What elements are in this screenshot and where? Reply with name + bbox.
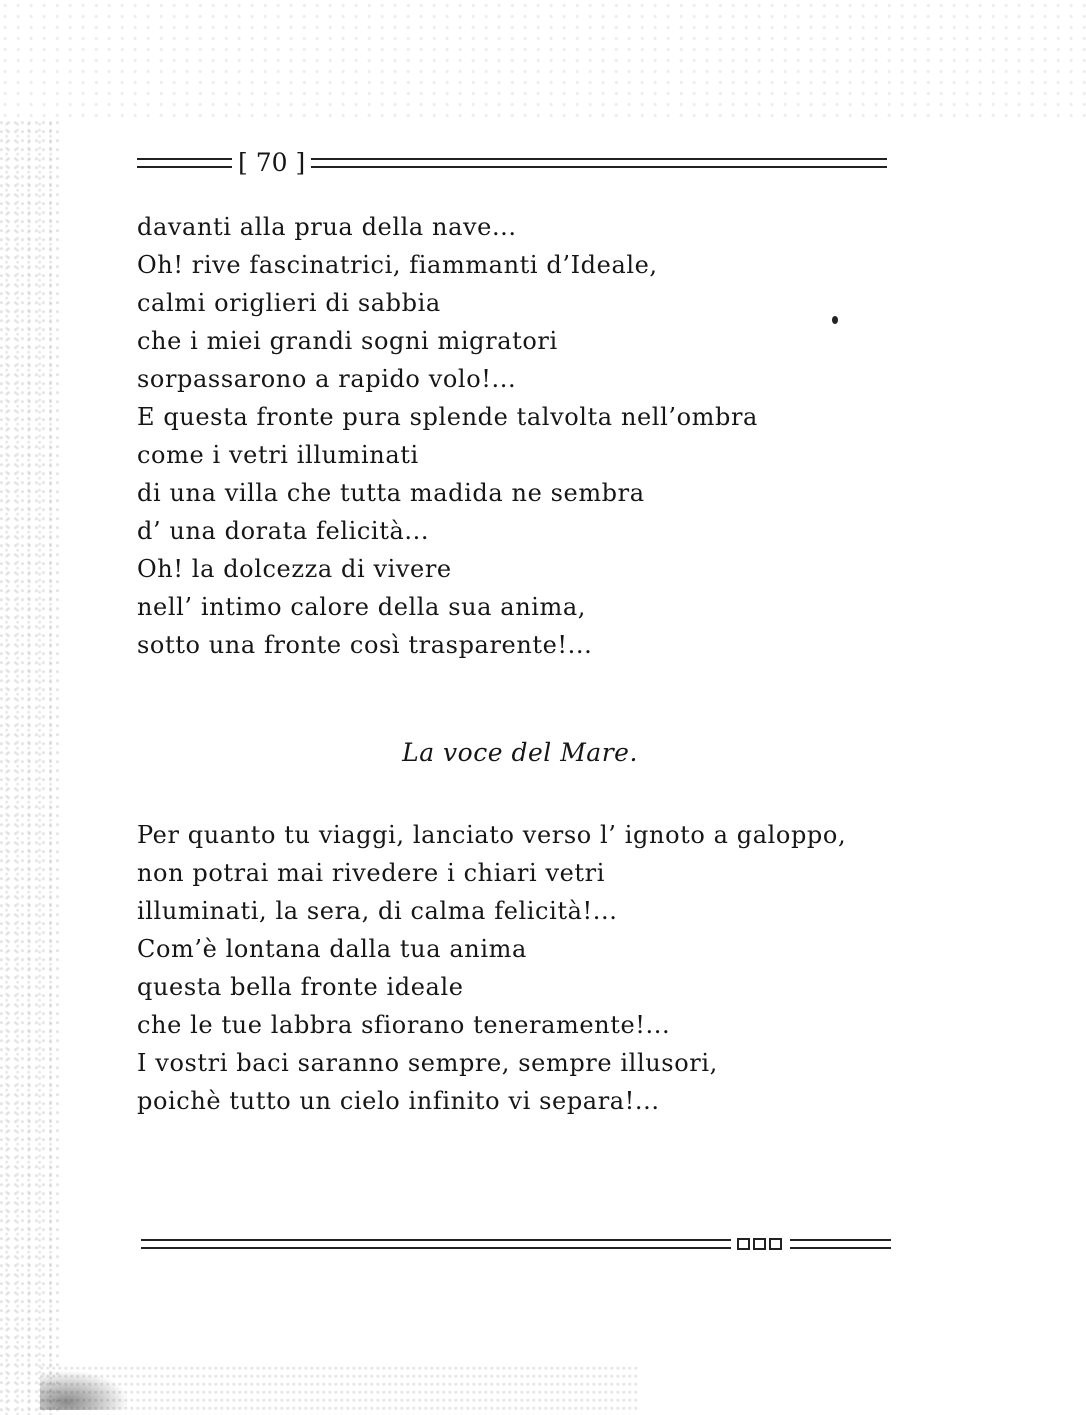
verse-line: E questa fronte pura splende talvolta nell’ombra bbox=[137, 403, 758, 431]
ornament-box bbox=[737, 1238, 750, 1250]
poem-body bbox=[137, 816, 846, 1120]
verse-line: di una villa che tutta madida ne sembra bbox=[137, 479, 645, 507]
scan-noise-bottom bbox=[40, 1365, 640, 1415]
poem-line: I vostri baci saranno sempre, sempre illusori, bbox=[137, 1049, 718, 1077]
footer-rule-right bbox=[790, 1239, 891, 1249]
verse-line: calmi origlieri di sabbia bbox=[137, 289, 441, 317]
scan-corner-shadow bbox=[40, 1370, 130, 1410]
verse-line: d’ una dorata felicità... bbox=[137, 517, 430, 545]
poem-title: La voce del Mare. bbox=[402, 738, 638, 767]
verse-line: come i vetri illuminati bbox=[137, 441, 419, 469]
verse-continuation bbox=[137, 208, 758, 664]
ink-speck bbox=[832, 316, 838, 324]
scan-noise-top bbox=[0, 0, 1086, 120]
verse-line: Oh! rive fascinatrici, fiammanti d’Ideale, bbox=[137, 251, 658, 279]
footer-box-ornament bbox=[731, 1238, 790, 1250]
poem-line: questa bella fronte ideale bbox=[137, 973, 464, 1001]
verse-line: sotto una fronte così trasparente!... bbox=[137, 631, 593, 659]
footer-rule-left bbox=[141, 1239, 731, 1249]
header-rule-right bbox=[311, 158, 887, 168]
header-rule-left bbox=[137, 158, 232, 168]
page-number: [ 70 ] bbox=[238, 148, 306, 177]
poem-line: poichè tutto un cielo infinito vi separa!... bbox=[137, 1087, 660, 1115]
poem-line: illuminati, la sera, di calma felicità!... bbox=[137, 897, 618, 925]
verse-line: nell’ intimo calore della sua anima, bbox=[137, 593, 587, 621]
poem-line: Per quanto tu viaggi, lanciato verso l’ ignoto a galoppo, bbox=[137, 821, 847, 849]
ornament-box bbox=[753, 1238, 766, 1250]
verse-line: che i miei grandi sogni migratori bbox=[137, 327, 558, 355]
poem-line: non potrai mai rivedere i chiari vetri bbox=[137, 859, 606, 887]
scan-noise-left bbox=[0, 120, 60, 1415]
ornament-box bbox=[769, 1238, 782, 1250]
poem-line: Com’è lontana dalla tua anima bbox=[137, 935, 527, 963]
verse-line: Oh! la dolcezza di vivere bbox=[137, 555, 452, 583]
poem-line: che le tue labbra sfiorano teneramente!... bbox=[137, 1011, 671, 1039]
page-footer-ornament bbox=[141, 1232, 891, 1256]
verse-line: davanti alla prua della nave... bbox=[137, 213, 517, 241]
page-header bbox=[137, 148, 887, 178]
verse-line: sorpassarono a rapido volo!... bbox=[137, 365, 517, 393]
